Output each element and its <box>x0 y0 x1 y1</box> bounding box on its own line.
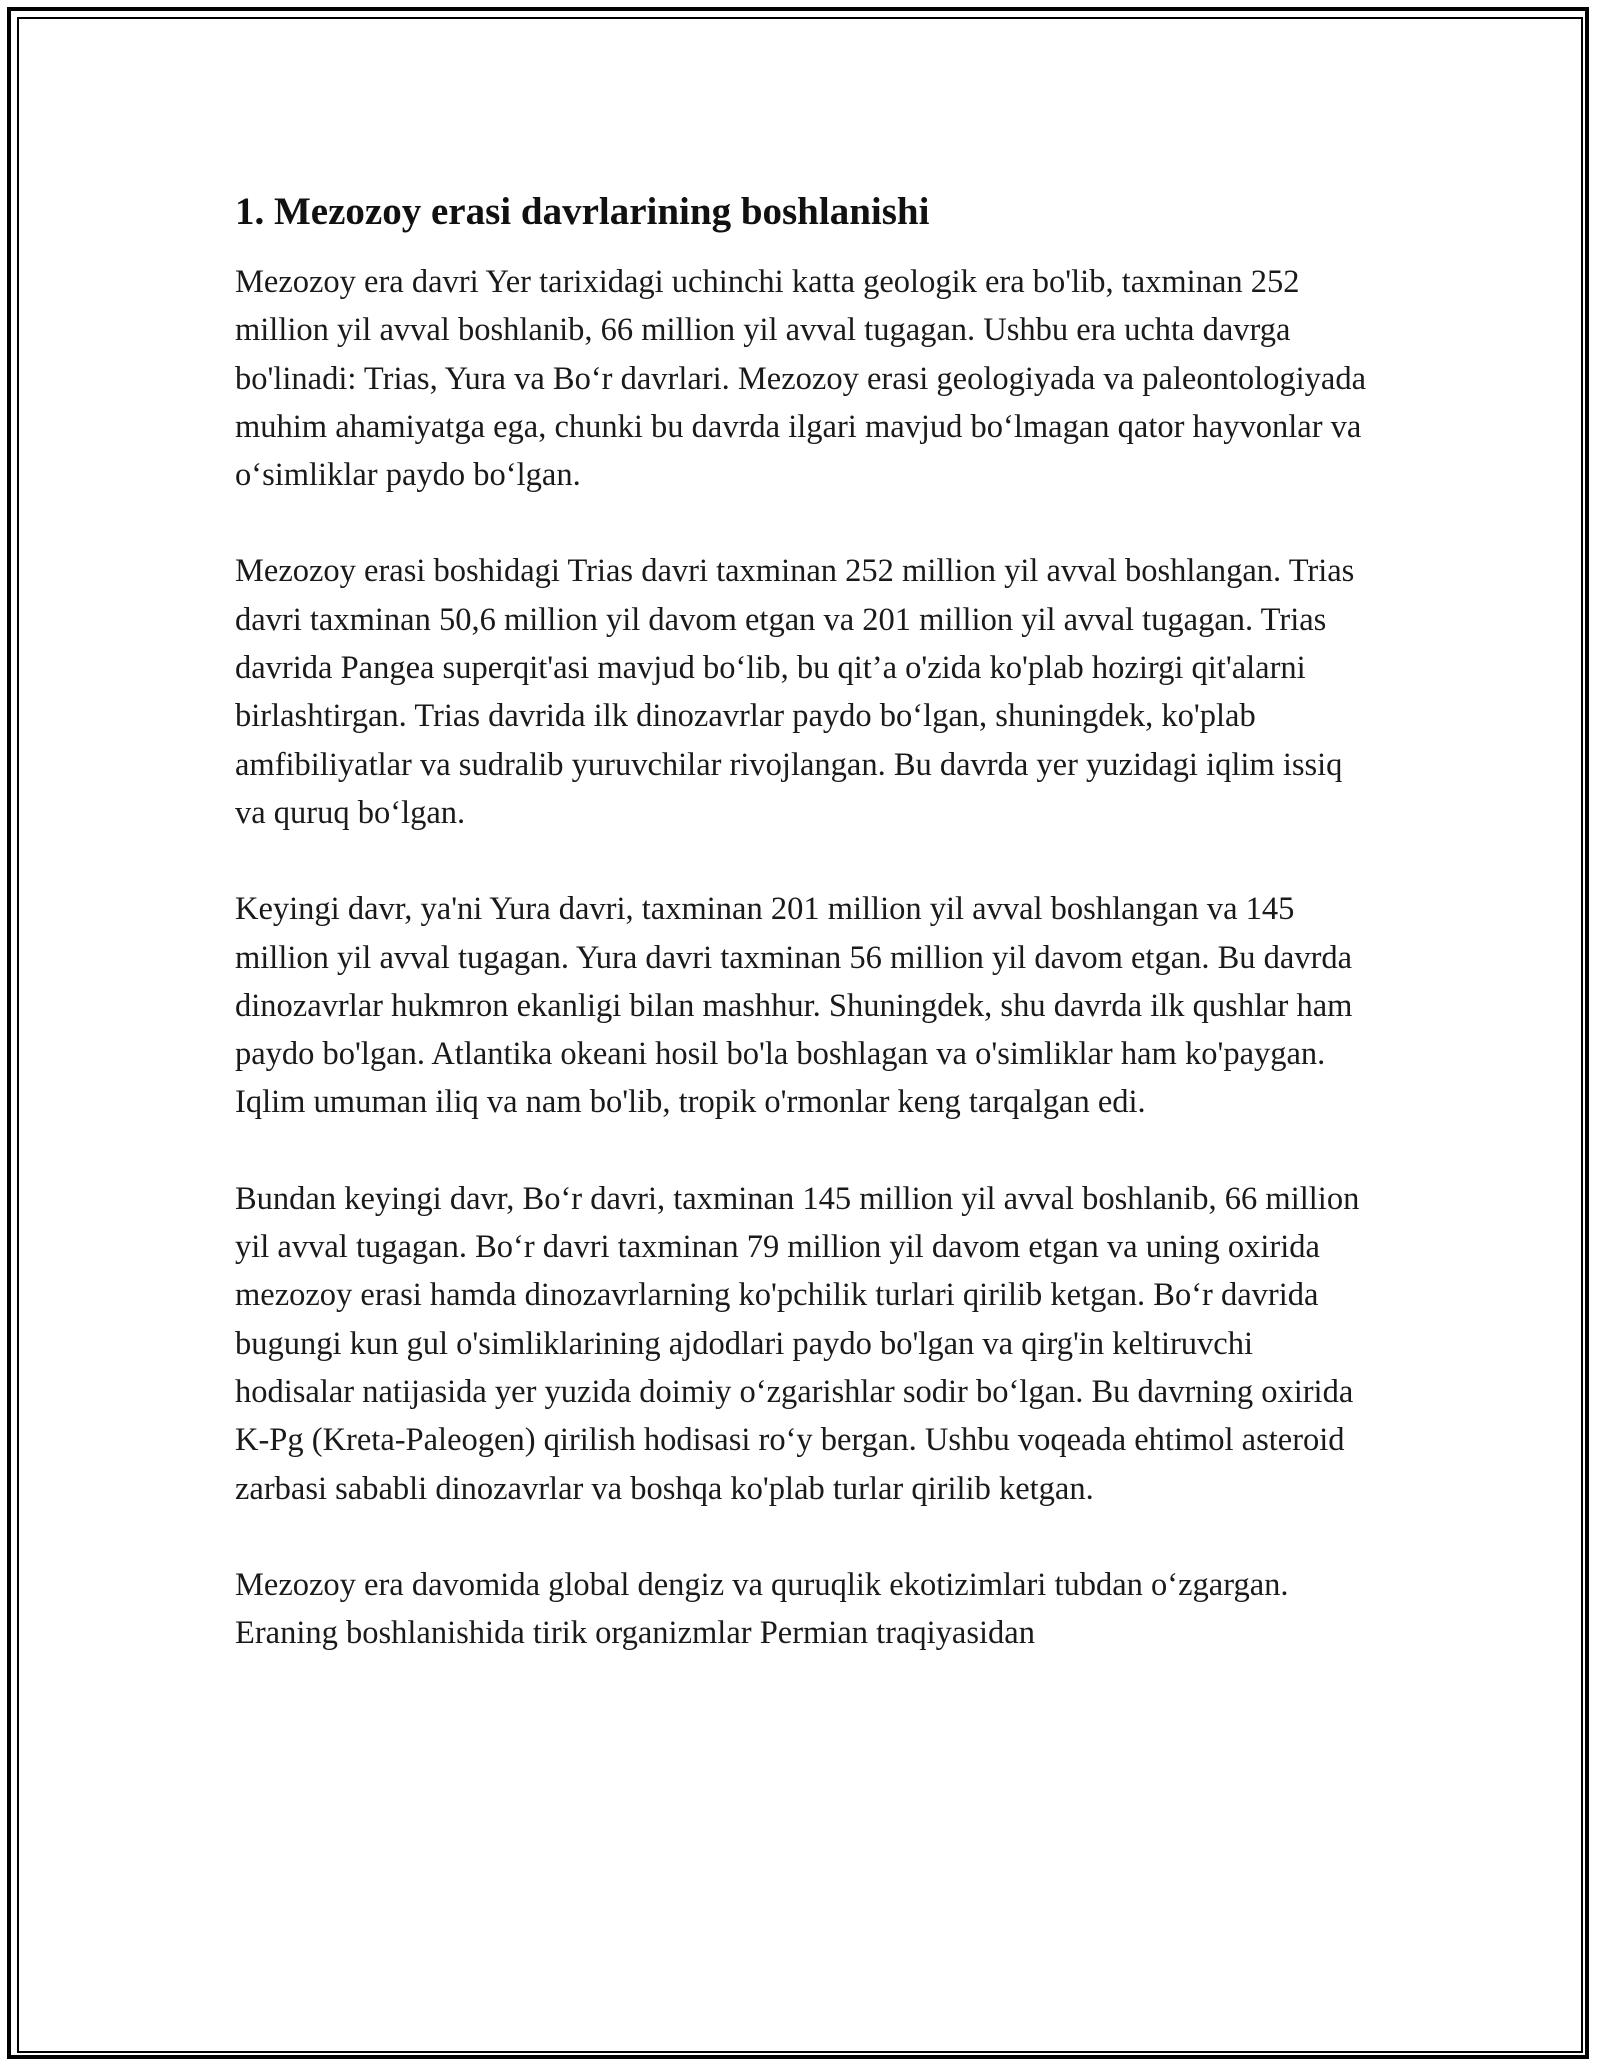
document-body <box>235 188 1375 1705</box>
paragraph-ecosystems: Mezozoy era davomida global dengiz va quruqlik ekotizimlari tubdan o‘zgargan. Eraning boshlanishida tirik organizmlar Permian traqiyasidan <box>235 1566 1289 1652</box>
paragraph-trias: Mezozoy erasi boshidagi Trias davri taxminan 252 million yil avval boshlangan. Trias davri taxminan 50,6 million yil davom etgan va 201 million yil avval tugagan. Trias davrida Pangea superqit'asi mavjud bo‘lib, bu qit’a o'zida ko'plab hozirgi qit'alarni birlashtirgan. Trias davrida ilk dinozavrlar paydo bo‘lgan, shuningdek, ko'plab amfibiliyatlar va sudralib yuruvchilar rivojlangan. Bu davrda yer yuzidagi iqlim issiq va quruq bo‘lgan. <box>235 553 1355 831</box>
paragraph-bor: Bundan keyingi davr, Bo‘r davri, taxminan 145 million yil avval boshlanib, 66 million yil avval tugagan. Bo‘r davri taxminan 79 million yil davom etgan va uning oxirida mezozoy erasi hamda dinozavrlarning ko'pchilik turlari qirilib ketgan. Bo‘r davrida bugungi kun gul o'simliklarining ajdodlari paydo bo'lgan va qirg'in keltiruvchi hodisalar natijasida yer yuzida doimiy o‘zgarishlar sodir bo‘lgan. Bu davrning oxirida K-Pg (Kreta-Paleogen) qirilish hodisasi ro‘y bergan. Ushbu voqeada ehtimol asteroid zarbasi sababli dinozavrlar va boshqa ko'plab turlar qirilib ketgan. <box>235 1180 1360 1507</box>
paragraph-yura: Keyingi davr, ya'ni Yura davri, taxminan 201 million yil avval boshlangan va 145 million yil avval tugagan. Yura davri taxminan 56 million yil davom etgan. Bu davrda dinozavrlar hukmron ekanligi bilan mashhur. Shuningdek, shu davrda ilk qushlar ham paydo bo'lgan. Atlantika okeani hosil bo'la boshlagan va o'simliklar ham ko'paygan. Iqlim umuman iliq va nam bo'lib, tropik o'rmonlar keng tarqalgan edi. <box>235 891 1353 1121</box>
paragraph-intro: Mezozoy era davri Yer tarixidagi uchinchi katta geologik era bo'lib, taxminan 252 million yil avval boshlanib, 66 million yil avval tugagan. Ushbu era uchta davrga bo'linadi: Trias, Yura va Bo‘r davrlari. Mezozoy erasi geologiyada va paleontologiyada muhim ahamiyatga ega, chunki bu davrda ilgari mavjud bo‘lmagan qator hayvonlar va o‘simliklar paydo bo‘lgan. <box>235 264 1367 494</box>
section-heading: 1. Mezozoy erasi davrlarining boshlanishi <box>235 190 930 233</box>
